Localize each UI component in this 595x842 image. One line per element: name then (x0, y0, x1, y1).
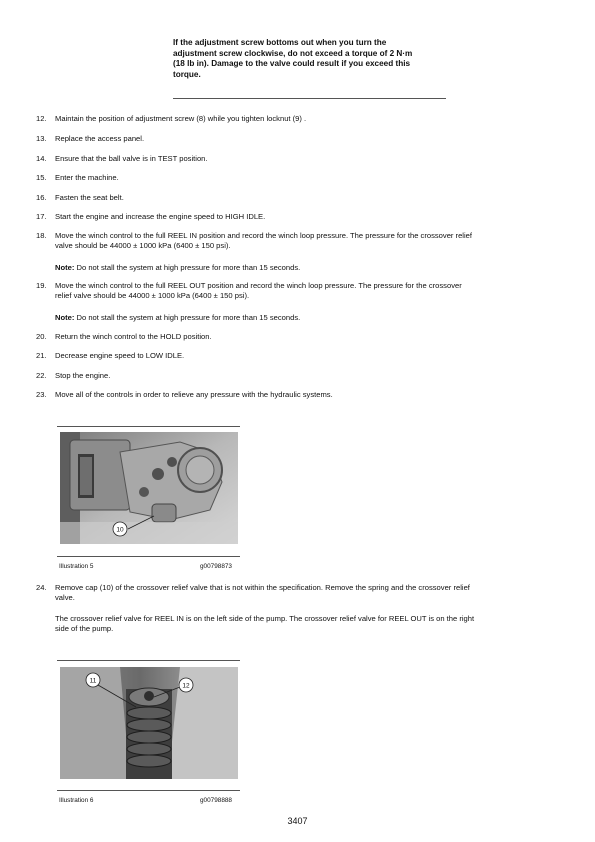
paragraph-line: side of the pump. (55, 624, 114, 633)
valve-photo-graphic (60, 667, 238, 779)
step-number: 13. (36, 134, 47, 143)
paragraph-line: The crossover relief valve for REEL IN is on the left side of the pump. The crossover relief valve for REEL OUT is on the right (55, 614, 475, 623)
step-number: 18. (36, 231, 47, 240)
figure-6-bottom-rule (57, 790, 240, 791)
callout-12: 12 (182, 682, 190, 690)
step-text: Ensure that the ball valve is in TEST position. (55, 154, 208, 163)
warning-line: If the adjustment screw bottoms out when you turn the (173, 38, 387, 47)
step-number: 19. (36, 281, 47, 290)
note-text: Do not stall the system at high pressure for more than 15 seconds. (74, 263, 301, 272)
pump-photo (60, 432, 238, 544)
step-number: 14. (36, 154, 47, 163)
warning-text (173, 38, 448, 80)
warning-line: torque. (173, 69, 201, 79)
step-18-note (55, 263, 555, 273)
step-text: Replace the access panel. (55, 134, 145, 143)
step-text (55, 583, 555, 603)
step-text: Return the winch control to the HOLD position. (55, 332, 212, 341)
step-line: relief valve should be 44000 ± 1000 kPa (6400 ± 150 psi). (55, 291, 250, 300)
step-line: Move the winch control to the full REEL IN position and record the winch loop pressure. The pressure for the crossover relief (55, 231, 473, 240)
valve-photo (60, 667, 238, 779)
figure-5-bottom-rule (57, 556, 240, 557)
figure-6-top-rule (57, 660, 240, 661)
step-text: Move all of the controls in order to relieve any pressure with the hydraulic systems. (55, 390, 333, 399)
step-text: Decrease engine speed to LOW IDLE. (55, 351, 185, 360)
figure-6-caption: Illustration 6 (59, 797, 94, 804)
note-label: Note: (55, 263, 75, 272)
step-number: 17. (36, 212, 47, 221)
figure-5-code: g00798873 (200, 563, 232, 570)
step-text: Start the engine and increase the engine speed to HIGH IDLE. (55, 212, 266, 221)
step-24-paragraph (55, 614, 555, 634)
step-text: Maintain the position of adjustment screw (8) while you tighten locknut (9) . (55, 114, 307, 123)
figure-5-top-rule (57, 426, 240, 427)
step-line: valve. (55, 593, 75, 602)
step-line: Move the winch control to the full REEL OUT position and record the winch loop pressure. The pressure for the crossover (55, 281, 462, 290)
step-number: 12. (36, 114, 47, 123)
step-number: 24. (36, 583, 47, 592)
callout-10: 10 (116, 526, 124, 534)
note-text: Do not stall the system at high pressure for more than 15 seconds. (74, 313, 301, 322)
step-number: 15. (36, 173, 47, 182)
figure-6-code: g00798888 (200, 797, 232, 804)
warning-divider (173, 98, 446, 99)
step-number: 16. (36, 193, 47, 202)
callout-11: 11 (89, 677, 97, 685)
page-number: 3407 (287, 816, 308, 826)
step-number: 23. (36, 390, 47, 399)
step-line: valve should be 44000 ± 1000 kPa (6400 ± 150 psi). (55, 241, 231, 250)
warning-line: adjustment screw clockwise, do not exceed a torque of 2 N·m (173, 48, 413, 58)
step-number: 21. (36, 351, 47, 360)
warning-line: (18 lb in). Damage to the valve could result if you exceed this (173, 59, 411, 69)
note-label: Note: (55, 313, 75, 322)
step-19-note (55, 313, 555, 323)
step-text (55, 281, 555, 301)
step-text: Enter the machine. (55, 173, 119, 182)
step-text (55, 231, 555, 251)
step-text: Fasten the seat belt. (55, 193, 124, 202)
step-number: 22. (36, 371, 47, 380)
step-text: Stop the engine. (55, 371, 111, 380)
step-line: Remove cap (10) of the crossover relief valve that is not within the specification. Remove the spring and the crossover relief (55, 583, 470, 592)
figure-5-caption: Illustration 5 (59, 563, 94, 570)
pump-photo-graphic (60, 432, 238, 544)
step-number: 20. (36, 332, 47, 341)
